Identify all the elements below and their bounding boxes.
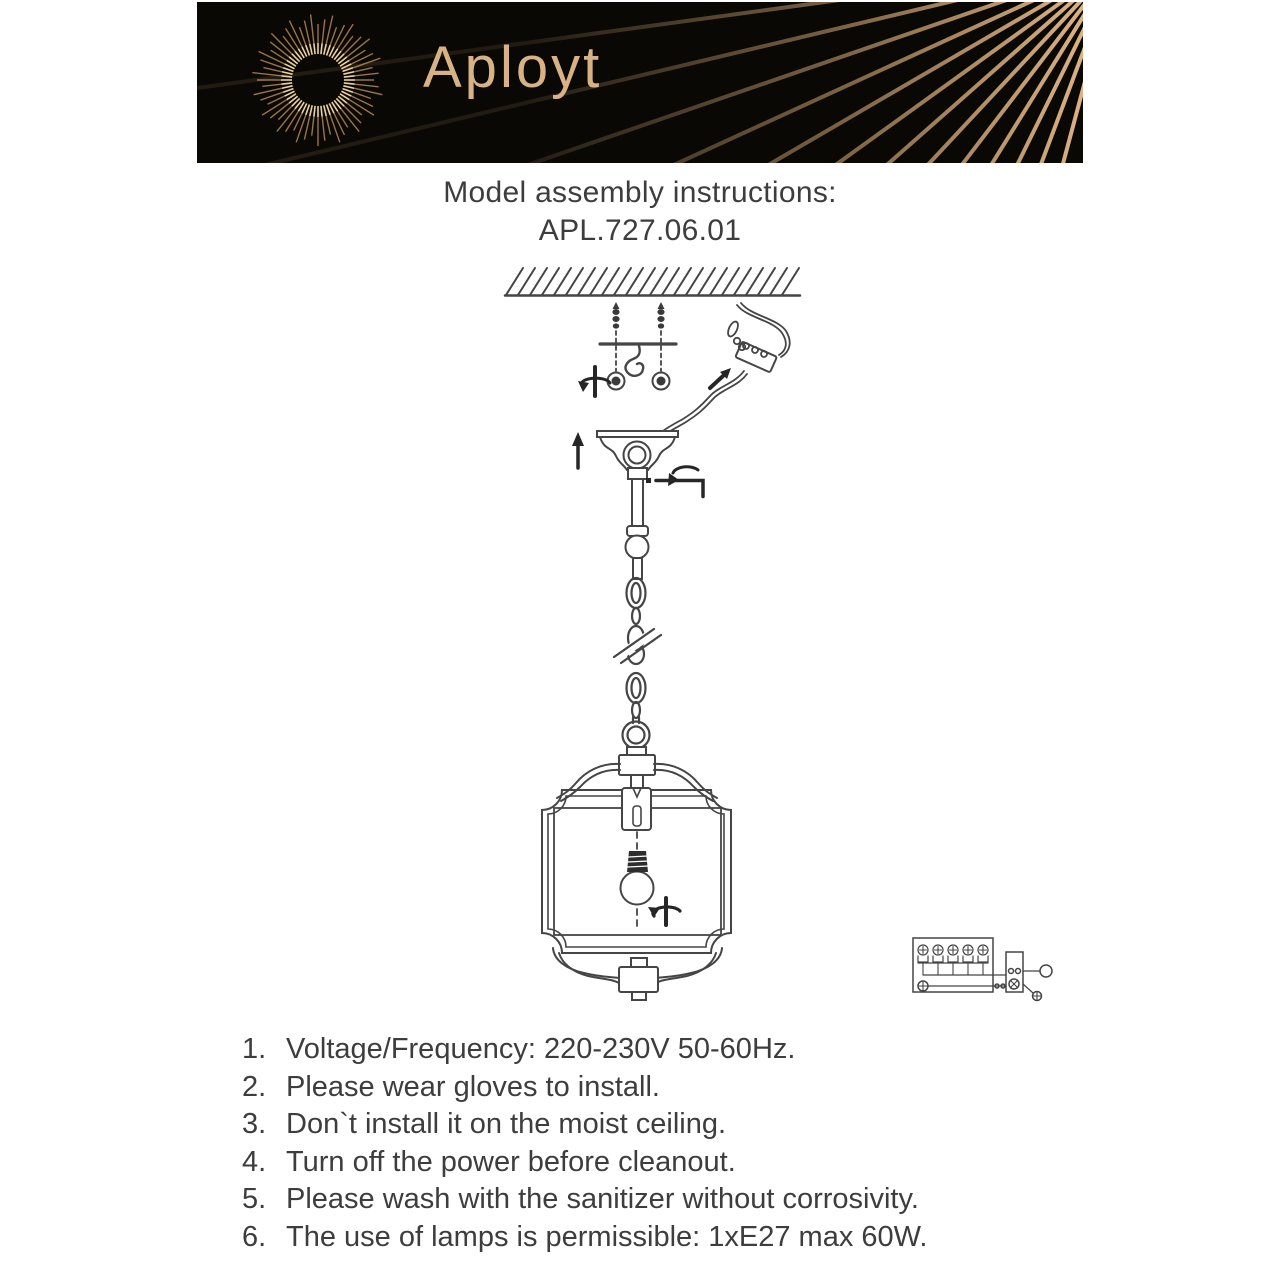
item-number: 4. [242,1145,267,1178]
item-number: 6. [242,1220,267,1253]
list-item [242,1183,927,1221]
list-item [242,1071,927,1109]
banner-decoration [197,2,1083,163]
page-title: Model assembly instructions: [443,176,837,209]
model-code: APL.727.06.01 [538,214,742,247]
direction-arrow-icon [710,368,731,388]
ceiling-canopy-icon [572,431,678,579]
instruction-list [242,1033,927,1258]
list-item [242,1221,927,1259]
wiring-terminal-diagram-icon [913,938,1052,1001]
up-arrow-icon [572,432,584,468]
hanging-chain-icon [614,578,661,749]
item-number: 2. [242,1070,267,1103]
ceiling-hatch-icon [505,268,800,296]
item-number: 5. [242,1183,267,1215]
list-item [242,1146,927,1184]
item-number: 3. [242,1108,267,1140]
light-bulb-icon [621,851,654,905]
bulb-rotation-icon [648,898,680,925]
power-wire-connector-icon [663,303,790,434]
title-block [0,174,1280,250]
item-text: The use of lamps is permissible: 1xE27 max 60W. [286,1220,928,1253]
assembly-diagram [470,260,1080,1020]
suspension-ring-icon [623,722,650,749]
mounting-bracket-hook-icon [600,344,676,376]
starburst-logo-icon [252,14,382,146]
list-item [242,1108,927,1146]
brand-wordmark: Aployt [423,35,603,100]
item-text: Don`t install it on the moist ceiling. [286,1108,727,1140]
screw-rotation-icon [578,367,610,396]
lamp-socket-icon [622,788,651,830]
item-text: Voltage/Frequency: 220-230V 50-60Hz. [286,1033,796,1065]
lantern-frame-icon [542,747,731,1000]
list-item [242,1033,927,1071]
chain-break-icon [614,628,661,663]
canopy-rotation-icon [646,467,703,497]
lantern-bottom [553,948,722,1000]
item-text: Please wash with the sanitizer without corrosivity. [286,1183,919,1215]
item-text: Turn off the power before cleanout. [286,1145,736,1178]
brand-banner [197,2,1083,163]
item-number: 1. [242,1033,267,1065]
item-text: Please wear gloves to install. [286,1070,660,1103]
